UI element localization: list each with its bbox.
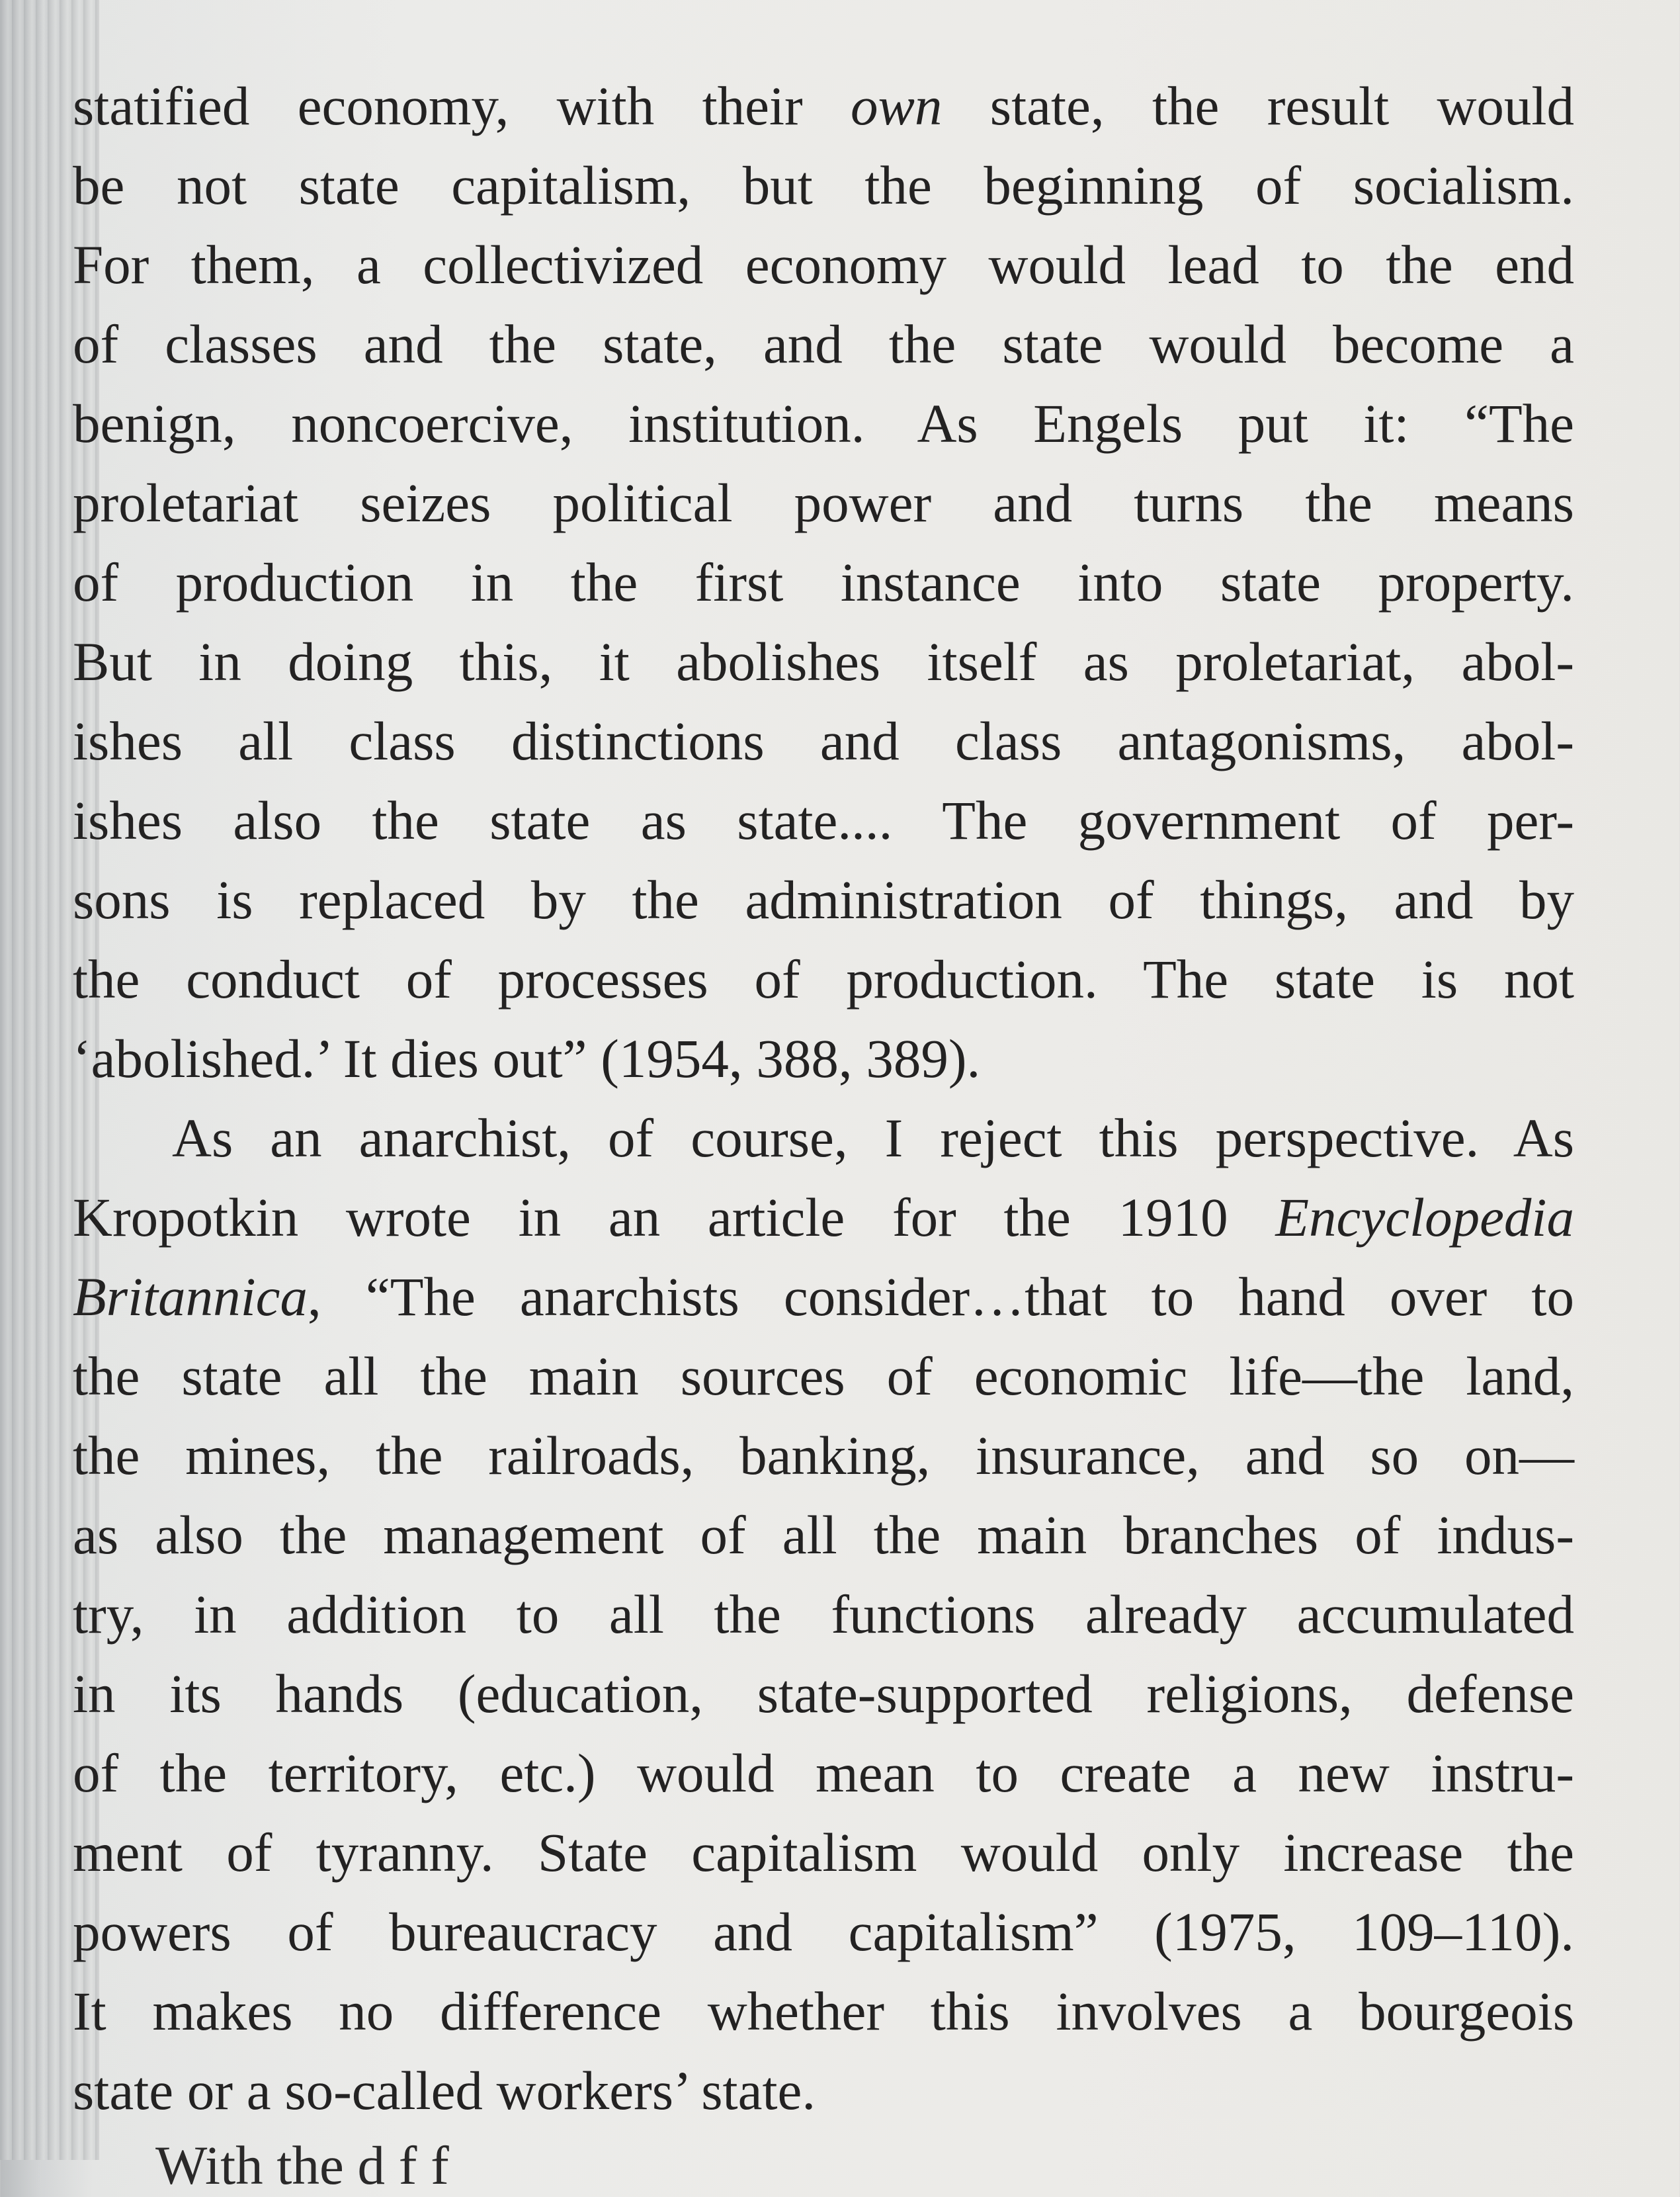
text-line: ‘abolished.’ It dies out” (1954, 388, 389).: [73, 1028, 981, 1089]
paragraph-1: [73, 66, 1574, 1098]
text-line: Kropotkin wrote in an article for the 1910 Encyclopedia: [73, 1187, 1574, 1248]
text-line: It makes no difference whether this involves a bourgeois: [73, 1981, 1574, 2042]
text-line: As an anarchist, of course, I reject this perspective. As: [172, 1107, 1574, 1168]
text-line: the state all the main sources of economic life—the land,: [73, 1346, 1574, 1406]
text-line: state or a so-called workers’ state.: [73, 2060, 816, 2121]
text-line: of production in the first instance into state property.: [73, 552, 1574, 613]
paragraph-2: [73, 1098, 1574, 2130]
text-line: try, in addition to all the functions already accumulated: [73, 1584, 1574, 1645]
text-line: proletariat seizes political power and turns the means: [73, 472, 1574, 533]
text-line: sons is replaced by the administration of things, and by: [73, 869, 1574, 930]
text-line: statified economy, with their own state, the result would: [73, 75, 1574, 136]
text-line: ishes all class distinctions and class antagonisms, abol-: [73, 711, 1574, 771]
text-line: of the territory, etc.) would mean to create a new instru-: [73, 1743, 1574, 1803]
text-line: For them, a collectivized economy would lead to the end: [73, 234, 1574, 295]
cut-off-next-line: With the d f f: [155, 2135, 449, 2196]
text-line: ishes also the state as state.... The government of per-: [73, 790, 1574, 851]
text-line: as also the management of all the main branches of indus-: [73, 1504, 1574, 1565]
text-line: be not state capitalism, but the beginning of socialism.: [73, 155, 1574, 216]
book-page: [73, 66, 1574, 2130]
text-line: ment of tyranny. State capitalism would only increase the: [73, 1822, 1574, 1883]
text-line: powers of bureaucracy and capitalism” (1975, 109–110).: [73, 1901, 1574, 1962]
text-line: benign, noncoercive, institution. As Engels put it: “The: [73, 393, 1574, 454]
text-line: the conduct of processes of production. The state is not: [73, 949, 1574, 1010]
text-line: of classes and the state, and the state would become a: [73, 314, 1574, 374]
text-line: But in doing this, it abolishes itself as proletariat, abol-: [73, 631, 1574, 692]
text-line: Britannica, “The anarchists consider…that to hand over to: [73, 1266, 1574, 1327]
text-line: in its hands (education, state-supported religions, defense: [73, 1663, 1574, 1724]
text-line: the mines, the railroads, banking, insurance, and so on—: [73, 1425, 1574, 1486]
